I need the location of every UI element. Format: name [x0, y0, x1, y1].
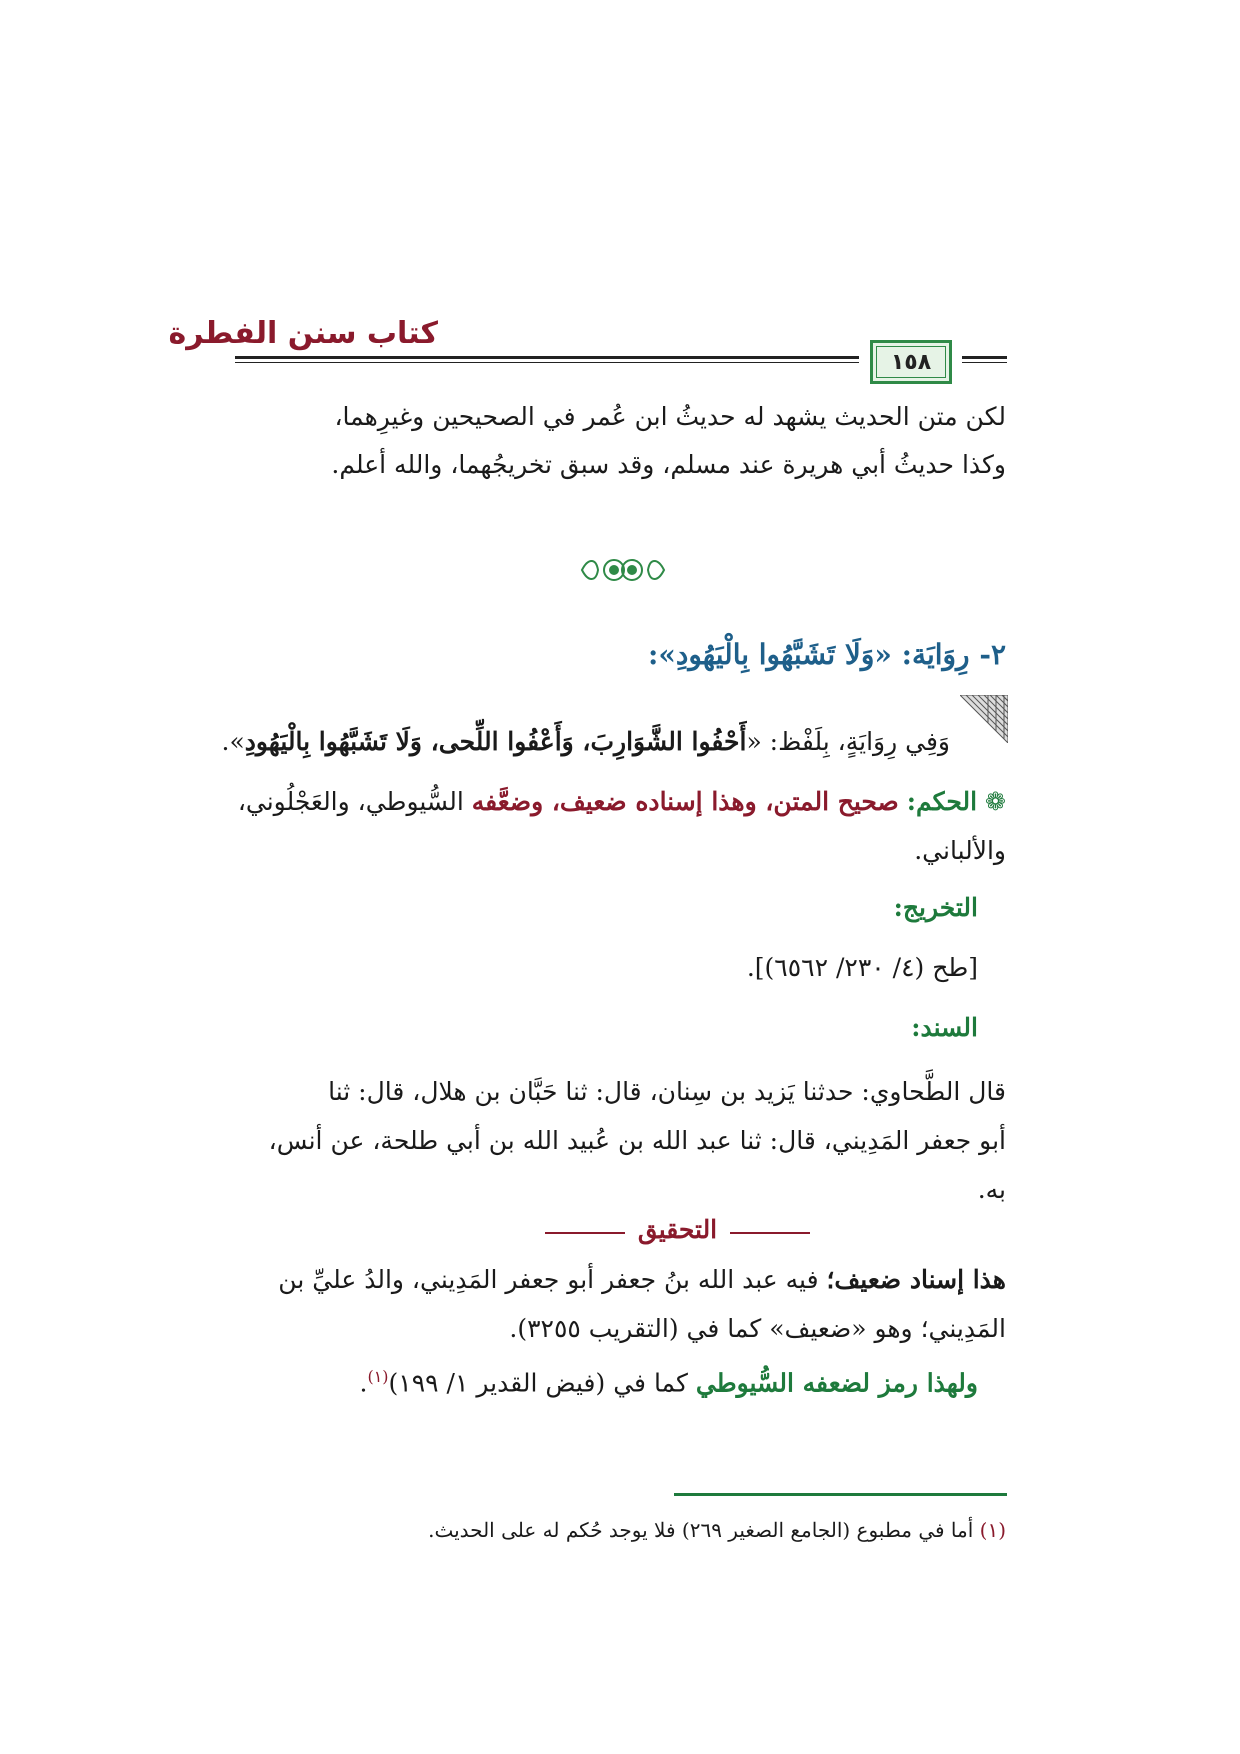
- header-rule-right: [962, 356, 1007, 359]
- footnote: [428, 1518, 1006, 1542]
- ruling-line-1: [238, 787, 1006, 816]
- intro-line-2: وكذا حديثُ أبي هريرة عند مسلم، وقد سبق تخريجُهما، والله أعلم.: [331, 450, 1006, 479]
- sanad-line-3: به.: [977, 1175, 1006, 1204]
- sanad-label: السند:: [911, 1013, 978, 1042]
- book-title: كتاب سنن الفطرة: [168, 316, 438, 351]
- sanad-line-1: قال الطَّحاوي: حدثنا يَزيد بن سِنان، قال: ثنا حَبَّان بن هلال، قال: ثنا: [328, 1077, 1006, 1106]
- narration-quote: أَحْفُوا الشَّوَارِبَ، وَأَعْفُوا اللِّحى، وَلَا تَشَبَّهُوا بِالْيَهُودِ: [244, 727, 747, 756]
- ruling-line-2: والألباني.: [914, 836, 1006, 865]
- tahqiq-p2-bold: ولهذا رمز لضعفه السُّيوطي: [695, 1368, 978, 1398]
- ruling-icon: ❁: [985, 787, 1006, 816]
- footnote-marker: (١): [979, 1518, 1006, 1542]
- divider-ornament-icon: [578, 552, 668, 588]
- ruling-verdict: صحيح المتن، وهذا إسناده ضعيف، وضعَّفه: [471, 787, 899, 816]
- header-rule: [235, 356, 859, 359]
- header-rule-thin: [235, 362, 859, 363]
- tahqiq-p2-end: .: [359, 1368, 368, 1398]
- tahqiq-p2-line: [359, 1367, 978, 1397]
- tahqiq-p1-line-1: [278, 1265, 1006, 1294]
- tahqiq-rule-right: [730, 1232, 810, 1234]
- takhrij-label: التخريج:: [893, 893, 978, 922]
- tahqiq-p2-text: كما في (فيض القدير ١/ ١٩٩): [388, 1368, 688, 1398]
- tahqiq-p1-line-2: المَدِيني؛ وهو «ضعيف» كما في (التقريب ٣٢٥٥).: [509, 1314, 1006, 1343]
- tahqiq-p1-verdict: هذا إسناد ضعيف؛: [826, 1265, 1006, 1294]
- header-rule-right-thin: [962, 362, 1007, 363]
- corner-decoration-icon: [960, 695, 1008, 743]
- tahqiq-heading: التحقيق: [637, 1215, 718, 1244]
- narration-line: [222, 727, 951, 756]
- footnote-separator: [674, 1493, 1007, 1496]
- tahqiq-p1-text: فيه عبد الله بنُ جعفر أبو جعفر المَدِيني، والدُ عليِّ بن: [278, 1265, 819, 1294]
- ruling-label: الحكم:: [906, 787, 978, 816]
- intro-line-1: لكن متن الحديث يشهد له حديثُ ابن عُمر في الصحيحين وغيرِهما،: [334, 402, 1006, 431]
- page-number: ١٥٨: [890, 349, 932, 375]
- footnote-reference[interactable]: (١): [367, 1367, 389, 1386]
- narration-suffix: ».: [221, 727, 245, 756]
- section-heading: ٢- رِوَايَة: «وَلَا تَشَبَّهُوا بِالْيَهُودِ»:: [648, 638, 1006, 671]
- tahqiq-rule-left: [545, 1232, 625, 1234]
- sanad-line-2: أبو جعفر المَدِيني، قال: ثنا عبد الله بن عُبيد الله بن أبي طلحة، عن أنس،: [268, 1126, 1006, 1155]
- page-number-badge: [870, 340, 952, 384]
- narration-prefix: وَفِي رِوَايَةٍ، بِلَفْظ: «: [746, 727, 950, 756]
- footnote-text: أما في مطبوع (الجامع الصغير ٢٦٩) فلا يوجد حُكم له على الحديث.: [428, 1518, 974, 1542]
- ruling-scholars: السُّيوطي، والعَجْلُوني،: [237, 787, 464, 816]
- takhrij-reference: [طح (٤/ ٢٣٠/ ٦٥٦٢)].: [746, 953, 978, 982]
